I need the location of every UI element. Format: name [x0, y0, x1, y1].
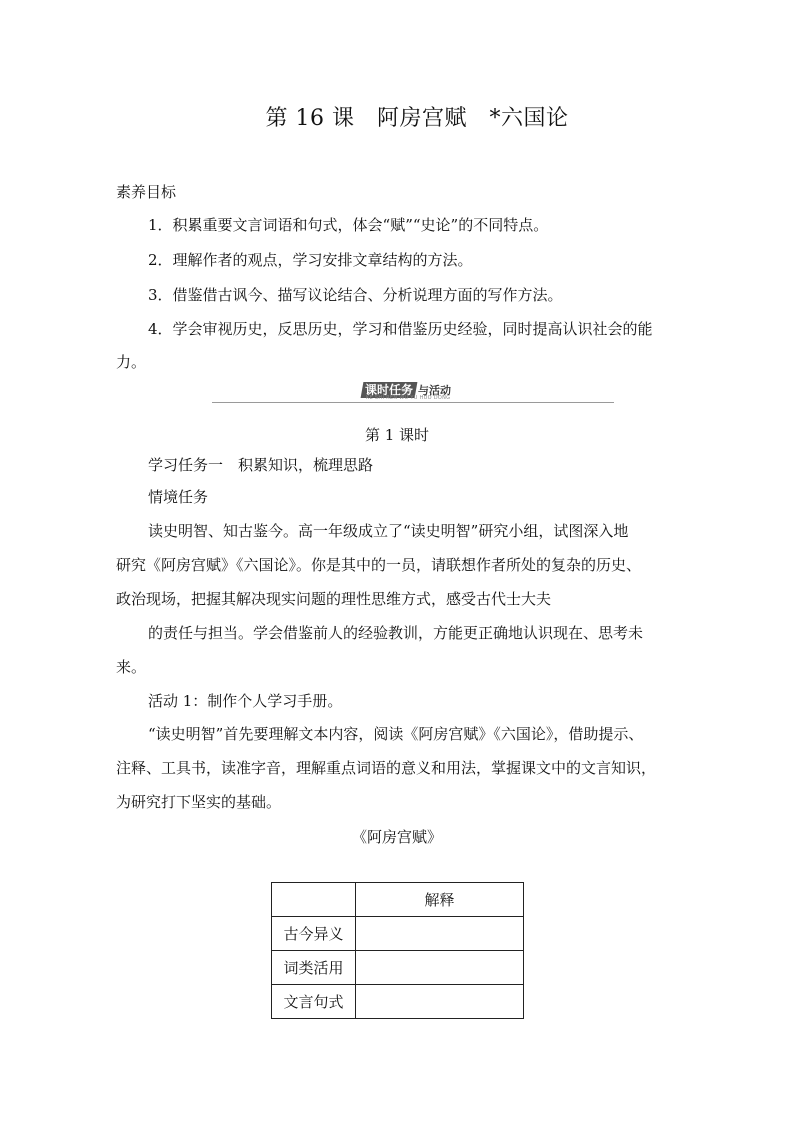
- goal-item-2: 2．理解作者的观点，学习安排文章结构的方法。: [148, 251, 473, 269]
- scenario-line-1: 读史明智、知古鉴今。高一年级成立了“读史明智”研究小组，试图深入地: [148, 522, 629, 540]
- scenario-line-4: 的责任与担当。学会借鉴前人的经验教训，方能更正确地认识现在、思考未: [148, 624, 644, 642]
- banner-dark-label: 课时任务: [361, 382, 418, 398]
- table-row: [272, 985, 524, 1019]
- goal-item-4-continued: 力。: [116, 353, 147, 371]
- lesson-session: 第 1 课时: [364, 426, 430, 444]
- row-label: 古今异义: [272, 917, 356, 951]
- goal-item-3: 3．借鉴借古讽今、描写议论结合、分析说理方面的写作方法。: [148, 286, 563, 304]
- scenario-line-3: 政治现场，把握其解决现实问题的理性思维方式，感受古代士大夫: [116, 590, 552, 608]
- activity-title: 活动 1：制作个人学习手册。: [148, 692, 343, 710]
- table-row: [272, 917, 524, 951]
- activity-line-3: 为研究打下坚实的基础。: [116, 793, 282, 811]
- scenario-heading: 情境任务: [148, 488, 209, 506]
- section-banner: [212, 380, 614, 406]
- row-label: 词类活用: [272, 951, 356, 985]
- banner-divider: [212, 402, 614, 403]
- task-title: 学习任务一 积累知识，梳理思路: [148, 456, 374, 474]
- row-answer-cell[interactable]: [356, 985, 524, 1019]
- row-label: 文言句式: [272, 985, 356, 1019]
- table-header-row: [272, 883, 524, 917]
- goal-item-4: 4．学会审视历史，反思历史，学习和借鉴历史经验，同时提高认识社会的能: [148, 320, 653, 338]
- scenario-line-5: 来。: [116, 658, 147, 676]
- row-answer-cell[interactable]: [356, 951, 524, 985]
- banner-plain-label: 与活动: [418, 384, 452, 397]
- knowledge-table: [271, 882, 524, 1019]
- lesson-title: 第 16 课 阿房宫赋 *六国论: [265, 106, 569, 131]
- activity-line-1: “读史明智”首先要理解文本内容，阅读《阿房宫赋》《六国论》，借助提示、: [148, 725, 644, 743]
- scenario-line-2: 研究《阿房宫赋》《六国论》。你是其中的一员，请联想作者所处的复杂的历史、: [116, 556, 642, 574]
- row-answer-cell[interactable]: [356, 917, 524, 951]
- banner-pinyin: KE SHI REN WU YU HUO DONG: [366, 395, 451, 401]
- goals-heading: 素养目标: [116, 183, 177, 201]
- goal-item-1: 1．积累重要文言词语和句式，体会“赋”“史论”的不同特点。: [148, 216, 549, 234]
- activity-line-2: 注释、工具书，读准字音，理解重点词语的意义和用法，掌握课文中的文言知识，: [116, 759, 657, 777]
- header-cell-explanation: 解释: [356, 883, 524, 917]
- header-cell-blank: [272, 883, 356, 917]
- table-caption: 《阿房宫赋》: [351, 828, 442, 846]
- table-row: [272, 951, 524, 985]
